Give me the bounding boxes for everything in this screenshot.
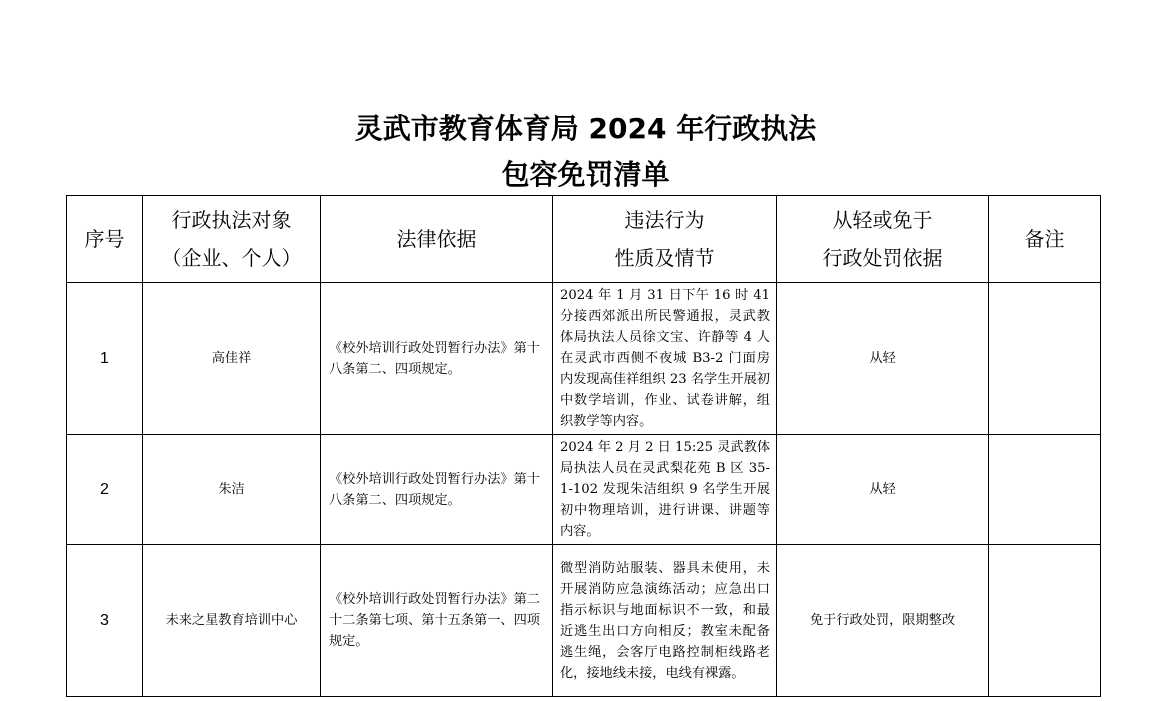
header-remarks: 备注 — [989, 196, 1101, 283]
table-row — [67, 545, 1101, 697]
row-remark — [989, 435, 1101, 545]
header-serial-number: 序号 — [67, 196, 143, 283]
row-facts: 2024 年 2 月 2 日 15:25 灵武教体局执法人员在灵武梨花苑 B 区 35-1-102 发现朱洁组织 9 名学生开展初中物理培训，进行讲课、讲题等内容。 — [553, 435, 777, 545]
header-violation-nature: 违法行为 性质及情节 — [553, 196, 777, 283]
row-remark — [989, 545, 1101, 697]
row-penalty: 从轻 — [777, 435, 989, 545]
row-facts: 微型消防站服装、器具未使用，未开展消防应急演练活动；应急出口指示标识与地面标识不一致，和最近逃生出口方向相反；教室未配备逃生绳，会客厅电路控制柜线路老化，接地线未接，电线有裸露。 — [553, 545, 777, 697]
header-enforcement-target: 行政执法对象 （企业、个人） — [143, 196, 321, 283]
header-legal-basis: 法律依据 — [321, 196, 553, 283]
table-row — [67, 283, 1101, 435]
page-title: 灵武市教育体育局 2024 年行政执法 — [354, 112, 817, 145]
row-legal-basis: 《校外培训行政处罚暂行办法》第二十二条第七项、第十五条第一、四项规定。 — [321, 545, 553, 697]
row-target: 高佳祥 — [143, 283, 321, 435]
row-serial-number: 1 — [67, 283, 143, 435]
table-row — [67, 435, 1101, 545]
row-remark — [989, 283, 1101, 435]
table-header-row — [67, 196, 1101, 283]
row-target: 朱洁 — [143, 435, 321, 545]
row-penalty: 从轻 — [777, 283, 989, 435]
page-subtitle: 包容免罚清单 — [501, 158, 670, 191]
row-legal-basis: 《校外培训行政处罚暂行办法》第十八条第二、四项规定。 — [321, 283, 553, 435]
row-target: 未来之星教育培训中心 — [143, 545, 321, 697]
row-facts: 2024 年 1 月 31 日下午 16 时 41 分接西郊派出所民警通报，灵武教体局执法人员徐文宝、许静等 4 人在灵武市西侧不夜城 B3-2 门面房内发现高佳祥组织 23 名学生开展初中数学培训，作业、试卷讲解，组织教学等内容。 — [553, 283, 777, 435]
row-penalty: 免于行政处罚，限期整改 — [777, 545, 989, 697]
row-legal-basis: 《校外培训行政处罚暂行办法》第十八条第二、四项规定。 — [321, 435, 553, 545]
row-serial-number: 2 — [67, 435, 143, 545]
header-penalty-basis: 从轻或免于 行政处罚依据 — [777, 196, 989, 283]
row-serial-number: 3 — [67, 545, 143, 697]
penalty-exemption-table — [66, 195, 1101, 697]
